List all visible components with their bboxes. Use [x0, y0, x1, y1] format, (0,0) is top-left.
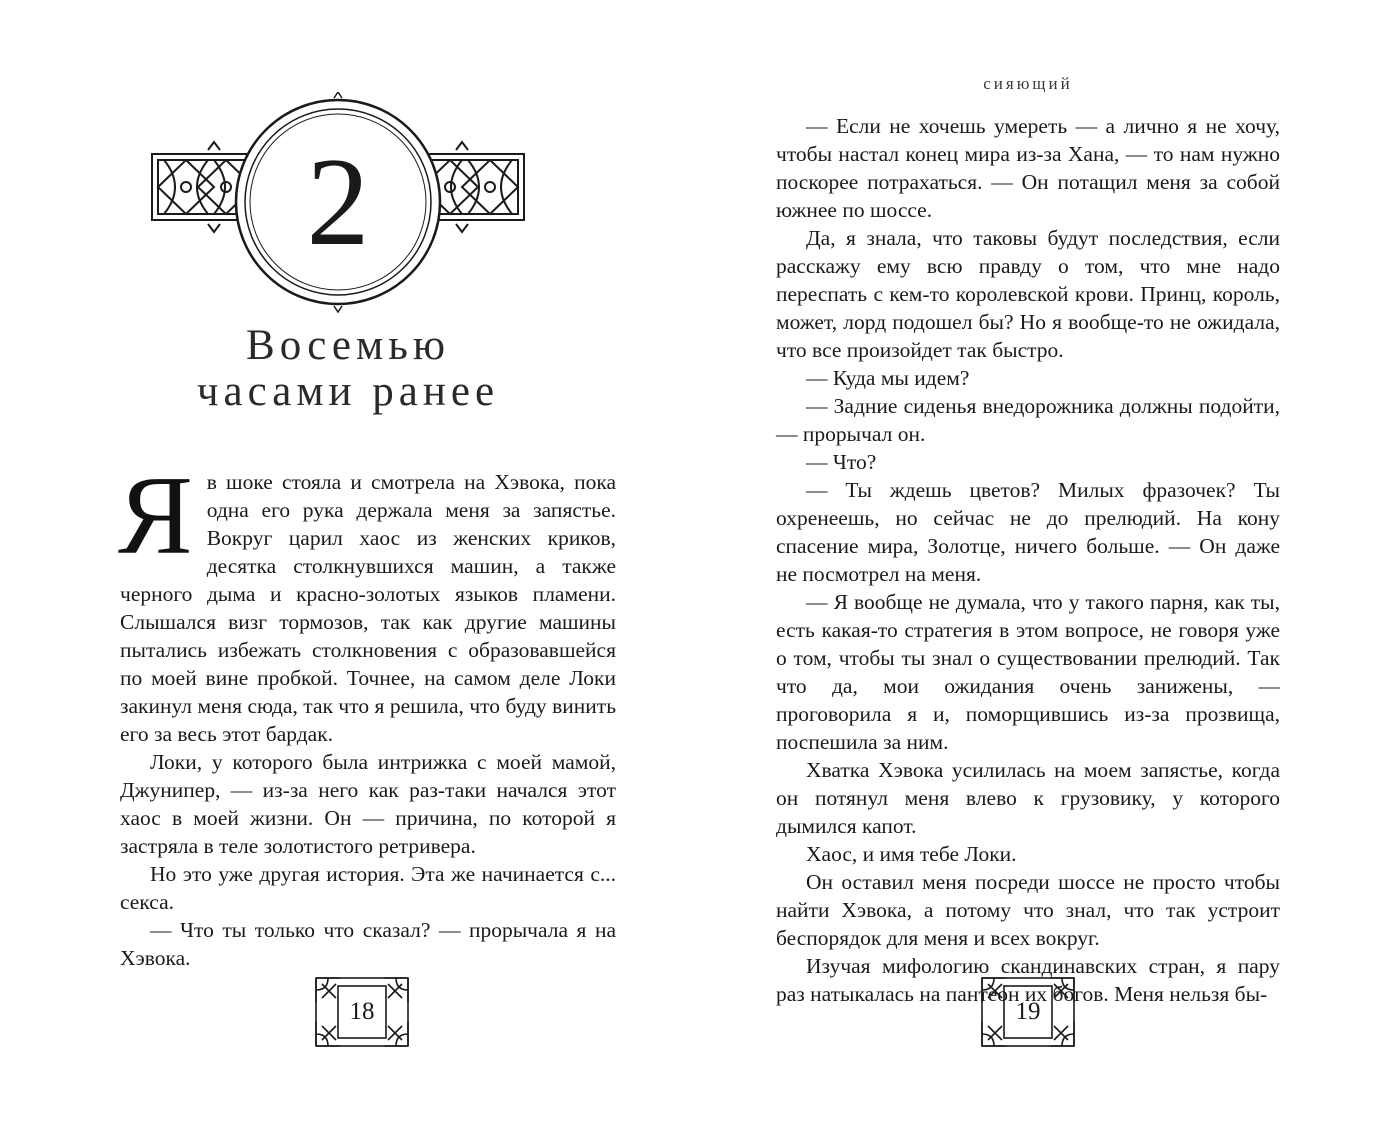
paragraph-text: в шоке стояла и смотрела на Хэвока, пока одна его рука держала меня за запястье. Вокруг царил хаос из женских криков, десятка столкнувшихся машин, а также черного дыма и красно-золотых языков пламени. Слышался визг тормозов, так как другие машины пытались избежать столкновения с образовавшейся по моей вине пробкой. Точнее, на самом деле Локи закинул меня сюда, так что я решила, что буду винить его за весь этот бардак.	[120, 470, 616, 746]
paragraph: — Задние сиденья внедорожника должны подойти, — прорычал он.	[776, 394, 1280, 446]
page-number: 19	[1015, 998, 1041, 1025]
paragraph: — Что ты только что сказал? — прорычала я на Хэвока.	[120, 918, 616, 970]
page-number-frame	[314, 976, 410, 1048]
drop-cap: Я	[118, 454, 193, 578]
chapter-number: 2	[306, 133, 370, 272]
page-number: 18	[349, 998, 375, 1025]
paragraph: — Куда мы идем?	[806, 366, 970, 390]
right-page-body	[776, 112, 1280, 1008]
chapter-title-line-1: Восемью	[246, 322, 450, 369]
paragraph: Но это уже другая история. Эта же начинается с... секса.	[120, 862, 616, 914]
left-page	[0, 0, 696, 1125]
paragraph: Хватка Хэвока усилилась на моем запястье, когда он потянул меня влево к грузовику, у которого дымился капот.	[776, 758, 1280, 838]
paragraph	[118, 454, 616, 748]
left-page-body	[118, 454, 616, 972]
chapter-title-line-2: часами ранее	[196, 368, 500, 415]
paragraph: Он оставил меня посреди шоссе не просто чтобы найти Хэвока, а потому что знал, что так устроит беспорядок для меня и всех вокруг.	[776, 870, 1280, 950]
paragraph: — Что?	[806, 450, 877, 474]
paragraph: — Я вообще не думала, что у такого парня, как ты, есть какая-то стратегия в этом вопросе, не говоря уже о том, чтобы ты знал о существовании прелюдий. Так что да, мои ожидания очень занижены, — проговорила я и, поморщившись из-за прозвища, поспешила за ним.	[776, 590, 1280, 754]
paragraph: Да, я знала, что таковы будут последствия, если расскажу ему всю правду о том, что мне надо переспать с кем-то королевской крови. Принц, король, может, лорд подошел бы? Но я вообще-то не ожидала, что все произойдет так быстро.	[776, 226, 1280, 362]
paragraph: Хаос, и имя тебе Локи.	[806, 842, 1017, 866]
paragraph: — Ты ждешь цветов? Милых фразочек? Ты охренеешь, но сейчас не до прелюдий. На кону спасение мира, Золотце, ничего больше. — Он даже не посмотрел на меня.	[776, 478, 1280, 586]
page-number-frame	[980, 976, 1076, 1048]
paragraph: — Если не хочешь умереть — а лично я не хочу, чтобы настал конец мира из-за Хана, — то нам нужно поскорее потрахаться. — Он потащил меня за собой южнее по шоссе.	[776, 114, 1280, 222]
paragraph: Локи, у которого была интрижка с моей мамой, Джунипер, — из-за него как раз-таки начался этот хаос в моей жизни. Он — причина, по которой я застряла в теле золотистого ретривера.	[120, 750, 616, 858]
paragraph: Изучая мифологию скандинавских стран, я пару раз натыкалась на пантеон их богов. Меня нельзя бы-	[776, 954, 1280, 1006]
running-head: сияющий	[983, 74, 1073, 93]
